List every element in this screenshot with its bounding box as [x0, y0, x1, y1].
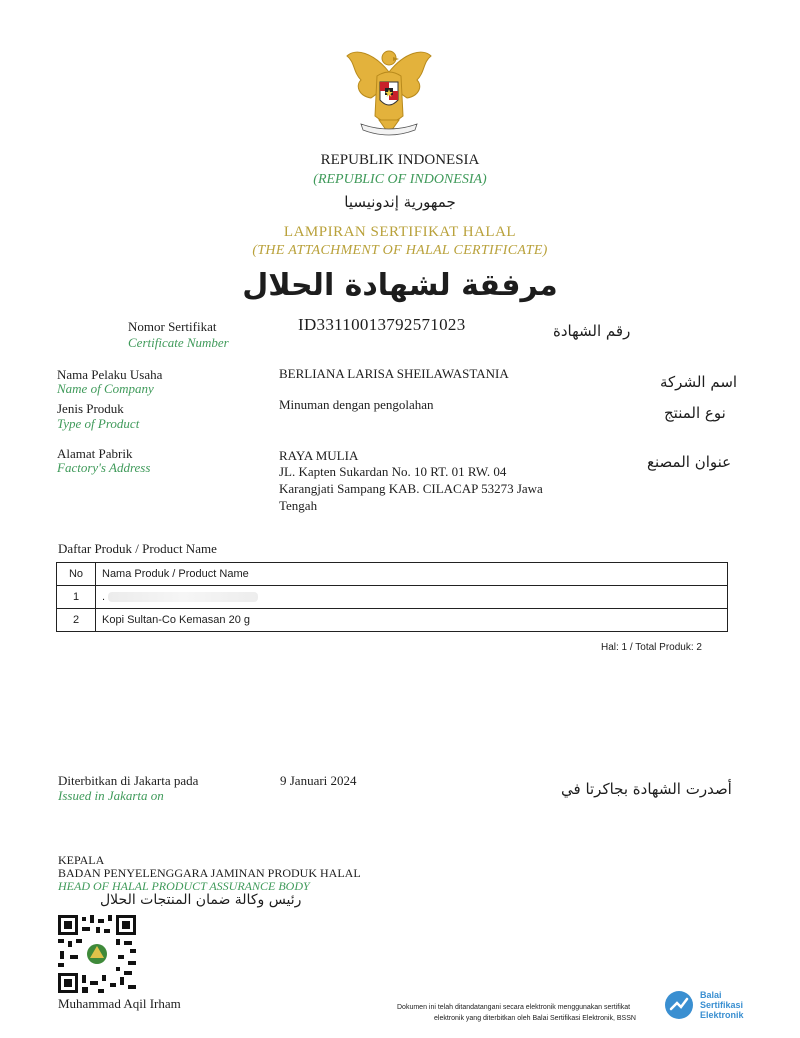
garuda-emblem-icon — [343, 42, 435, 138]
company-label: Nama Pelaku Usaha — [57, 367, 163, 382]
certificate-number-value: ID33110013792571023 — [298, 315, 466, 334]
row-no: 1 — [57, 586, 96, 609]
column-header-no: No — [57, 563, 96, 586]
certificate-number-label-ar: رقم الشهادة — [553, 322, 631, 340]
signatory-title-1: KEPALA — [58, 853, 105, 867]
factory-address-line4: Tengah — [279, 498, 318, 513]
product-type-label: Jenis Produk — [57, 401, 124, 416]
row-no: 2 — [57, 609, 96, 632]
certificate-number-label: Nomor Sertifikat — [128, 319, 217, 334]
row-product-name: . — [96, 586, 728, 609]
factory-address-line2: JL. Kapten Sukardan No. 10 RT. 01 RW. 04 — [279, 464, 507, 479]
signatory-title-2: BADAN PENYELENGGARA JAMINAN PRODUK HALAL — [58, 866, 361, 880]
table-row — [57, 609, 728, 632]
column-header-product-name: Nama Produk / Product Name — [96, 563, 728, 586]
product-type-label-en: Type of Product — [57, 416, 140, 431]
product-table — [56, 562, 728, 632]
signatory-name: Muhammad Aqil Irham — [58, 996, 181, 1011]
bsre-logo-icon — [664, 990, 694, 1020]
issued-label-ar: أصدرت الشهادة بجاكرتا في — [561, 780, 732, 798]
factory-address-label: Alamat Pabrik — [57, 446, 133, 461]
certificate-number-label-en: Certificate Number — [128, 335, 229, 350]
issued-label-en: Issued in Jakarta on — [58, 788, 164, 803]
company-value: BERLIANA LARISA SHEILAWASTANIA — [279, 366, 509, 381]
bsre-line3: Elektronik — [700, 1010, 744, 1020]
product-type-label-ar: نوع المنتج — [664, 404, 726, 422]
factory-address-label-ar: عنوان المصنع — [647, 453, 732, 471]
country-name-id: REPUBLIK INDONESIA — [320, 152, 480, 168]
qr-code-icon — [58, 915, 136, 993]
footer-note-line2: elektronik yang diterbitkan oleh Balai Sertifikasi Elektronik, BSSN — [434, 1015, 636, 1022]
table-row — [57, 586, 728, 609]
title-en: (THE ATTACHMENT OF HALAL CERTIFICATE) — [252, 243, 548, 258]
bsre-line1: Balai — [700, 990, 722, 1000]
factory-address-line1: RAYA MULIA — [279, 448, 359, 463]
row-product-name: Kopi Sultan-Co Kemasan 20 g — [96, 609, 728, 632]
issued-label: Diterbitkan di Jakarta pada — [58, 773, 199, 788]
title-id: LAMPIRAN SERTIFIKAT HALAL — [283, 224, 517, 240]
country-name-ar: جمهورية إندونيسيا — [344, 193, 456, 211]
pagination-info: Hal: 1 / Total Produk: 2 — [601, 642, 702, 653]
redacted-text — [108, 592, 258, 602]
company-label-ar: اسم الشركة — [660, 373, 738, 391]
signatory-title-ar: رئيس وكالة ضمان المنتجات الحلال — [100, 892, 302, 908]
factory-address-label-en: Factory's Address — [57, 460, 151, 475]
title-ar: مرفقة لشهادة الحلال — [242, 268, 558, 303]
bsre-line2: Sertifikasi — [700, 1000, 744, 1010]
footer-note-line1: Dokumen ini telah ditandatangani secara elektronik menggunakan sertifikat — [397, 1004, 631, 1011]
company-label-en: Name of Company — [57, 381, 154, 396]
factory-address-line3: Karangjati Sampang KAB. CILACAP 53273 Jawa — [279, 481, 543, 496]
country-name-en: (REPUBLIC OF INDONESIA) — [313, 172, 487, 187]
issued-date: 9 Januari 2024 — [280, 773, 357, 788]
signatory-title-en: HEAD OF HALAL PRODUCT ASSURANCE BODY — [58, 879, 310, 893]
product-type-value: Minuman dengan pengolahan — [279, 397, 434, 412]
product-list-heading: Daftar Produk / Product Name — [58, 541, 217, 556]
table-header-row — [57, 563, 728, 586]
